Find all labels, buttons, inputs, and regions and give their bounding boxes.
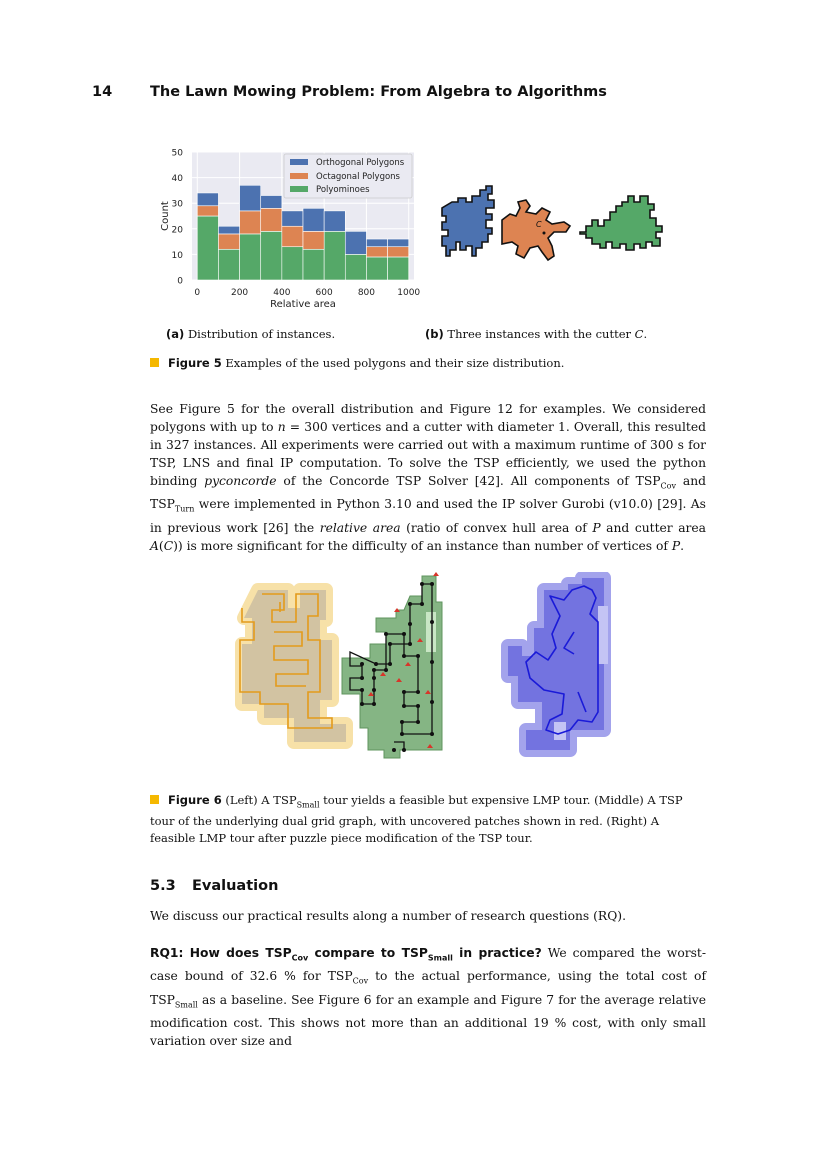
section-heading — [150, 878, 278, 894]
legend-swatch-octagonal — [290, 173, 308, 179]
subscript-turn: Turn — [174, 504, 195, 514]
bar-octagonal-polygons — [218, 234, 239, 249]
x-tick-label: 600 — [315, 288, 333, 298]
y-tick-label: 10 — [171, 250, 183, 261]
rq1-question — [150, 946, 542, 963]
figure5-label: Figure 5 — [168, 356, 222, 370]
running-header — [92, 84, 607, 100]
text-span: compare to TSP — [308, 946, 428, 960]
page-number: 14 — [92, 84, 113, 100]
chart-legend — [284, 154, 412, 198]
subcaption-b — [425, 327, 647, 341]
uncovered-patch-highlight — [598, 606, 608, 664]
caption-marker-icon — [150, 358, 159, 367]
figure5-caption — [150, 355, 706, 372]
tsp-small-tour-panel — [240, 590, 346, 742]
y-tick-label: 0 — [177, 276, 183, 287]
bar-octagonal-polygons — [366, 247, 387, 257]
text-span: and TSP — [150, 474, 706, 512]
math-p: P — [671, 538, 681, 553]
caption-marker-icon — [150, 795, 159, 804]
tour-comparison-figure — [228, 572, 623, 764]
legend-label-polyominoes: Polyominoes — [316, 185, 370, 195]
text-span: RQ1: How does TSP — [150, 946, 292, 960]
grid-region — [342, 576, 442, 758]
text-span: = 300 vertices and a cutter with diameter 1. Overall, this resulted in 327 instances. All experiments were carried out with a maximum runtime of 300 s for TSP, LNS and final IP computation. To solve the TSP efficiently, we used the python binding — [150, 420, 706, 488]
bar-orthogonal-polygons — [197, 193, 218, 206]
subcaption-a — [166, 327, 335, 341]
math-c: C — [163, 538, 174, 553]
paragraph-rq1 — [150, 944, 706, 1050]
bar-polyominoes — [218, 249, 239, 280]
cutter-marker — [543, 232, 546, 235]
bar-octagonal-polygons — [261, 208, 282, 231]
math-n: n — [277, 420, 286, 434]
bar-polyominoes — [282, 247, 303, 280]
octagonal-polygon — [502, 200, 570, 260]
bar-orthogonal-polygons — [345, 231, 366, 254]
y-axis-label: Count — [160, 201, 171, 231]
subscript-cov: Cov — [291, 953, 309, 963]
legend-label-octagonal: Octagonal Polygons — [316, 172, 400, 182]
figure6-label: Figure 6 — [168, 793, 222, 807]
x-tick-label: 1000 — [397, 288, 420, 298]
bar-octagonal-polygons — [303, 231, 324, 249]
text-span: of the Concorde TSP Solver [42]. All components of TSP — [276, 474, 661, 488]
polygon-instances-figure — [440, 180, 690, 275]
histogram-chart — [150, 140, 420, 315]
subcaption-b-label: (b) — [425, 327, 444, 341]
x-tick-label: 400 — [273, 288, 291, 298]
subcaption-a-text: Distribution of instances. — [187, 327, 336, 341]
bar-orthogonal-polygons — [261, 196, 282, 209]
subscript-small: Small — [427, 953, 453, 963]
polyomino-polygon — [580, 196, 662, 250]
y-tick-label: 40 — [171, 174, 183, 185]
bar-orthogonal-polygons — [366, 239, 387, 247]
text-span: and cutter area — [600, 520, 707, 535]
figure6-caption — [150, 792, 706, 847]
bar-polyominoes — [303, 249, 324, 280]
figure6-text: (Left) A TSP — [221, 793, 297, 807]
dual-grid-tsp-panel — [342, 572, 442, 758]
text-span: We compared the worst-case bound of 32.6 % for TSP — [150, 946, 707, 984]
bar-octagonal-polygons — [282, 226, 303, 246]
bar-octagonal-polygons — [388, 247, 409, 257]
subcaption-b-math: C — [634, 327, 644, 341]
bar-octagonal-polygons — [240, 211, 261, 234]
math-a: A — [150, 538, 159, 553]
relative-area-term: relative area — [319, 520, 401, 535]
math-p: P — [592, 520, 601, 535]
bar-polyominoes — [345, 254, 366, 280]
legend-swatch-polyominoes — [290, 186, 308, 192]
bar-orthogonal-polygons — [218, 226, 239, 234]
bar-octagonal-polygons — [197, 206, 218, 216]
y-tick-label: 50 — [171, 148, 183, 159]
bar-orthogonal-polygons — [240, 185, 261, 211]
bar-polyominoes — [240, 234, 261, 280]
bar-polyominoes — [388, 257, 409, 280]
text-span: ( — [158, 538, 164, 553]
bar-orthogonal-polygons — [282, 211, 303, 226]
subscript-small: Small — [174, 1000, 198, 1010]
section-number: 5.3 — [150, 878, 176, 894]
text-span: (ratio of convex hull area of — [400, 520, 593, 535]
cutter-label: C — [536, 220, 542, 229]
subcaption-a-label: (a) — [166, 327, 185, 341]
subcaption-b-end: . — [643, 327, 648, 341]
subscript-cov: Cov — [660, 481, 676, 491]
bar-orthogonal-polygons — [324, 211, 345, 231]
paragraph-experiments — [150, 400, 706, 555]
x-axis-label: Relative area — [270, 299, 336, 310]
y-tick-label: 20 — [171, 225, 183, 236]
bar-polyominoes — [197, 216, 218, 280]
subscript-cov: Cov — [352, 976, 369, 986]
pyconcorde-term: pyconcorde — [204, 474, 277, 488]
text-span: in practice? — [452, 946, 542, 960]
bar-polyominoes — [324, 231, 345, 280]
running-title: The Lawn Mowing Problem: From Algebra to Algorithms — [150, 84, 607, 100]
subscript-small: Small — [296, 800, 320, 810]
bar-orthogonal-polygons — [303, 208, 324, 231]
feasible-lmp-tour-panel — [508, 578, 608, 750]
orthogonal-polygon — [442, 186, 494, 256]
legend-swatch-orthogonal — [290, 159, 308, 165]
figure6-text: tour yields a feasible but expensive LMP tour. (Middle) A TSP tour of the underlying dual grid graph, with uncovered patches shown in red. (Right) A feasible LMP tour after puzzle piece modification of the TSP tour. — [150, 793, 683, 846]
section-title: Evaluation — [192, 878, 279, 894]
uncovered-patch-highlight — [554, 722, 566, 740]
bar-orthogonal-polygons — [388, 239, 409, 247]
figure5-caption-text: Examples of the used polygons and their size distribution. — [225, 356, 565, 370]
x-tick-label: 0 — [194, 288, 201, 298]
bar-polyominoes — [366, 257, 387, 280]
text-span: )) is more significant for the difficulty of an instance than number of vertices of — [173, 538, 672, 553]
legend-label-orthogonal: Orthogonal Polygons — [316, 158, 405, 168]
subcaption-b-text: Three instances with the cutter — [447, 327, 635, 341]
x-tick-label: 200 — [230, 288, 249, 298]
uncovered-patch-highlight — [426, 612, 436, 652]
text-span: See Figure 5 for the overall distribution and Figure 12 for examples. We considered polygons with up to — [150, 402, 706, 434]
text-span: as a baseline. See Figure 6 for an example and Figure 7 for the average relative modification cost. This shows not more than an additional 19 % cost, with only small variation over size and — [150, 992, 706, 1049]
text-span: were implemented in Python 3.10 and used the IP solver Gurobi (v10.0) [29]. As in previous work [26] the — [150, 497, 706, 535]
text-span: . — [680, 538, 685, 553]
paragraph-intro: We discuss our practical results along a number of research questions (RQ). — [150, 909, 626, 923]
y-tick-label: 30 — [171, 199, 183, 210]
text-span: to the actual performance, using the total cost of TSP — [150, 969, 707, 1007]
x-tick-label: 800 — [357, 288, 376, 298]
bar-polyominoes — [261, 231, 282, 280]
